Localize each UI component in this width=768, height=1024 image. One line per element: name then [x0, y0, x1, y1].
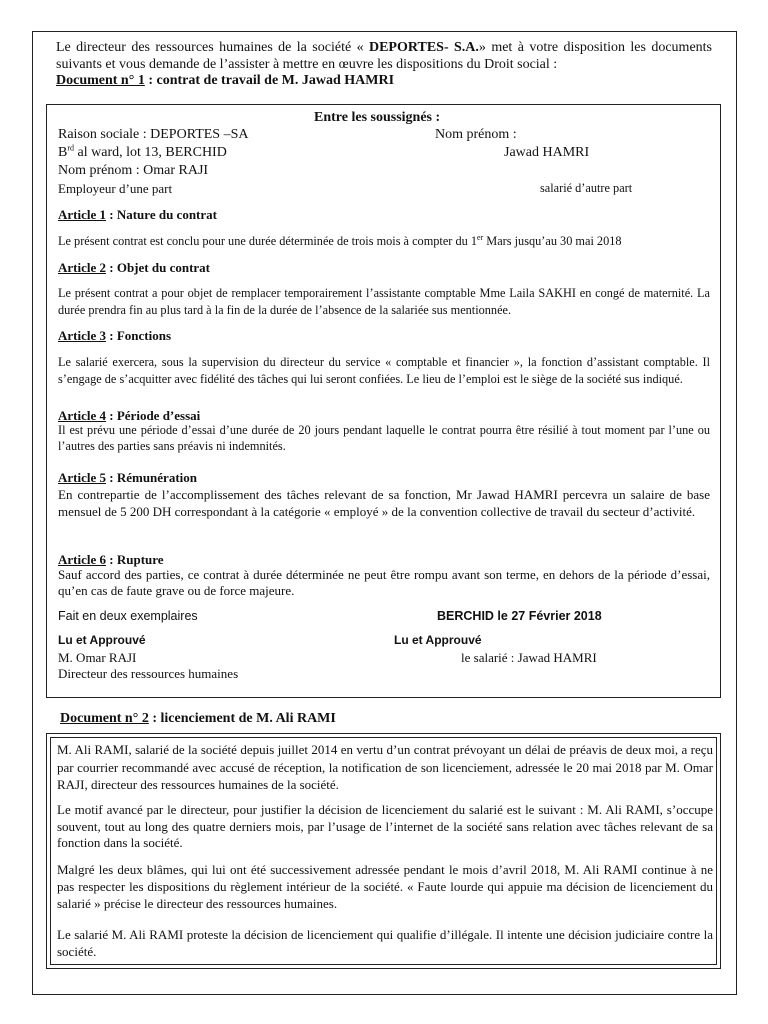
employer-address — [58, 145, 227, 161]
article-2-text: Le présent contrat a pour objet de remplacer temporairement l’assistante comptable Mme Laila SAKHI en congé de maternité. La durée prendra fin au plus tard à la fin de la durée de l’absence de la salariée sus mentionnée. — [58, 286, 710, 317]
document-2-title: : licenciement de M. Ali RAMI — [148, 711, 336, 726]
article-3-heading: : Fonctions — [106, 328, 172, 343]
article-6-title — [58, 552, 164, 568]
document-2-label: Document n° 2 — [60, 711, 149, 726]
place-date: BERCHID le 27 Février 2018 — [437, 609, 602, 623]
intro-text-after: » met à votre disposition les documents suivants et vous demande de l’assister à mettre en œuvre les dispositions du Droit social : — [56, 40, 712, 72]
employer-address-sup: rd — [67, 143, 75, 153]
employee-role: salarié d’autre part — [540, 181, 633, 195]
article-1-text-post: Mars jusqu’au 30 mai 2018 — [483, 234, 622, 248]
article-4-number: Article 4 — [58, 408, 107, 423]
employer-name: Nom prénom : Omar RAJI — [58, 163, 209, 178]
article-3-title — [58, 328, 171, 344]
article-2-heading: : Objet du contrat — [106, 260, 211, 275]
doc2-paragraph-1: M. Ali RAMI, salarié de la société depuis juillet 2014 en vertu d’un contrat prévoyant un délai de préavis de deux moi, a reçu par courrier recommandé avec accusé de réception, la notification de son licenciement, adressée le 20 mai 2018 par M. Omar RAJI, directeur des ressources humaines de la société. — [57, 742, 713, 792]
approved-right: Lu et Approuvé — [394, 633, 482, 647]
signer-left-role: Directeur des ressources humaines — [58, 666, 239, 681]
doc2-paragraph-3: Malgré les deux blâmes, qui lui ont été successivement adressée pendant le mois d’avril 2018, M. Ali RAMI continue à ne pas respecter les dispositions du règlement intérieur de la société. « Faute lourde qui appuie ma décision de licenciement du salarié » précise le directeur des ressources humaines. — [57, 862, 713, 911]
article-5-text: En contrepartie de l’accomplissement des tâches relevant de sa fonction, Mr Jawad HAMRI percevra un salaire de base mensuel de 5 200 DH correspondant à la catégorie « employé » de la convention collective de travail du secteur d’activité. — [58, 487, 710, 519]
intro-paragraph — [56, 40, 712, 90]
article-3-number: Article 3 — [58, 328, 107, 343]
employer-address-pre: B — [58, 145, 68, 160]
article-4-title — [58, 408, 200, 424]
document-2-heading — [60, 711, 336, 727]
article-1-text-pre: Le présent contrat est conclu pour une durée déterminée de trois mois à compter du 1 — [58, 234, 477, 248]
article-1-number: Article 1 — [58, 207, 107, 222]
article-2-title — [58, 260, 210, 276]
employer-company: Raison sociale : DEPORTES –SA — [58, 127, 249, 142]
document-1-heading — [56, 73, 712, 90]
article-1-text-sup: er — [476, 232, 484, 242]
document-1-title: : contrat de travail de M. Jawad HAMRI — [144, 73, 395, 88]
copies-note: Fait en deux exemplaires — [58, 609, 198, 623]
employee-name: Jawad HAMRI — [504, 145, 590, 160]
approved-left: Lu et Approuvé — [58, 633, 146, 647]
article-6-heading: : Rupture — [106, 552, 164, 567]
article-5-heading: : Rémunération — [106, 470, 198, 485]
article-1-heading: : Nature du contrat — [106, 207, 217, 222]
doc2-paragraph-2: Le motif avancé par le directeur, pour justifier la décision de licenciement du salarié est le suivant : M. Ali RAMI, s’occupe souvent, tout au long des quatre derniers mois, par l’usage de l’internet de la société sans relation avec tâches relevant de sa fonction dans la société. — [57, 802, 713, 850]
employee-name-label: Nom prénom : — [435, 127, 517, 142]
article-6-number: Article 6 — [58, 552, 107, 567]
article-4-text: Il est prévu une période d’essai d’une durée de 20 jours pendant laquelle le contrat pourra être résilié à tout moment par l’une ou l’autres des parties sans préavis ni indemnités. — [58, 423, 710, 453]
intro-text-before: Le directeur des ressources humaines de la société « — [56, 40, 369, 55]
employer-role: Employeur d’une part — [58, 181, 173, 196]
signer-right: le salarié : Jawad HAMRI — [461, 650, 597, 665]
article-3-text: Le salarié exercera, sous la supervision du directeur du service « comptable et financier », la fonction d’assistant comptable. Il s’engage de s’acquitter avec fidélité des tâches qui lui seront confiées. Le lieu de l’emploi est le siège de la société sus indiqué. — [58, 355, 710, 386]
article-5-number: Article 5 — [58, 470, 107, 485]
contract-heading: Entre les soussignés : — [314, 110, 441, 125]
employer-address-post: al ward, lot 13, BERCHID — [74, 145, 227, 160]
article-1-text — [58, 233, 710, 250]
document-1-label: Document n° 1 — [56, 73, 145, 88]
company-name: DEPORTES- S.A. — [368, 40, 479, 55]
article-6-text: Sauf accord des parties, ce contrat à durée déterminée ne peut être rompu avant son terme, en dehors de la période d’essai, qu’en cas de faute grave ou de force majeure. — [58, 567, 710, 598]
signer-left-name: M. Omar RAJI — [58, 650, 137, 665]
doc2-paragraph-4: Le salarié M. Ali RAMI proteste la décision de licenciement qui qualifie d’illégale. Il intente une décision judiciaire contre la société. — [57, 927, 713, 959]
article-2-number: Article 2 — [58, 260, 107, 275]
article-4-heading: : Période d’essai — [106, 408, 201, 423]
article-5-title — [58, 470, 197, 486]
article-1-title — [58, 207, 217, 223]
